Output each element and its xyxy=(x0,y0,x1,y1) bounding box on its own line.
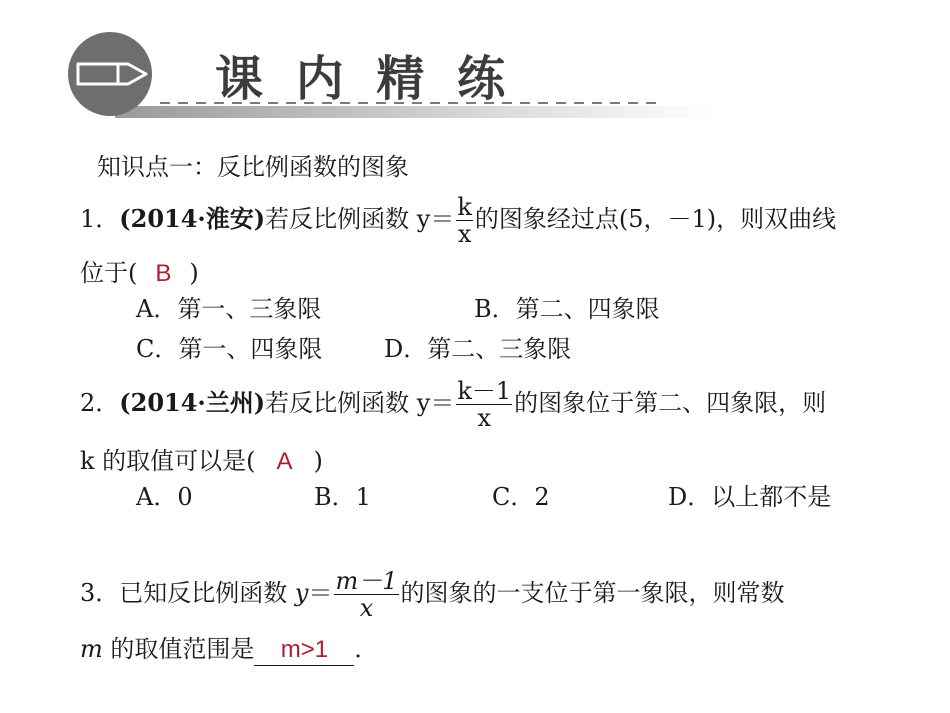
q3-var-y: y xyxy=(294,579,309,607)
q1-text-a: 若反比例函数 y＝ xyxy=(265,205,455,233)
q2-line2: k 的取值可以是( xyxy=(80,447,256,475)
q3-answer: m>1 xyxy=(280,636,329,663)
q3-fraction-denominator: x xyxy=(359,594,374,622)
q1-fraction-numerator: k xyxy=(457,193,472,221)
q2-option-d: D．以上都不是 xyxy=(668,483,832,511)
section-heading: 知识点一：反比例函数的图象 xyxy=(97,153,409,181)
q1-fraction-denominator: x xyxy=(457,220,472,248)
question-2-line-1 xyxy=(80,378,826,431)
q3-text-a: 已知反比例函数 xyxy=(119,579,288,607)
q3-end: ． xyxy=(354,635,379,663)
q1-close: ) xyxy=(189,259,199,287)
q3-answer-blank xyxy=(254,634,354,666)
page-title: 课 内 精 练 xyxy=(215,51,514,107)
q2-answer: A xyxy=(276,448,293,475)
question-3-line-2 xyxy=(80,634,378,666)
q3-var-m: m xyxy=(80,635,103,663)
q3-eq: ＝ xyxy=(308,579,333,607)
q1-number: 1． xyxy=(80,205,120,233)
pencil-icon xyxy=(78,64,146,84)
q3-number: 3． xyxy=(80,579,120,607)
q2-option-b: B．1 xyxy=(314,483,371,511)
q2-option-c: C．2 xyxy=(492,483,550,511)
question-1-line-1 xyxy=(80,194,836,247)
q1-fraction xyxy=(456,194,473,247)
q2-source: (2014·兰州) xyxy=(119,388,266,417)
q1-source: (2014·淮安) xyxy=(119,204,266,233)
q2-fraction-numerator: k－1 xyxy=(457,377,512,405)
q1-line2: 位于( xyxy=(80,259,138,287)
q1-option-d: D．第二、三象限 xyxy=(384,335,572,363)
q3-fraction xyxy=(334,568,398,621)
q2-number: 2． xyxy=(80,389,120,417)
question-1-line-2 xyxy=(80,258,199,289)
q2-fraction-denominator: x xyxy=(477,404,492,432)
q3-text-b: 的图象的一支位于第一象限，则常数 xyxy=(400,579,785,607)
q2-fraction xyxy=(456,378,512,431)
question-2-line-2 xyxy=(80,446,323,477)
q1-option-c: C．第一、四象限 xyxy=(136,335,323,363)
q2-text-b: 的图象位于第二、四象限，则 xyxy=(514,389,827,417)
q2-option-a: A．0 xyxy=(136,483,193,511)
q3-fraction-numerator: m－1 xyxy=(335,567,398,595)
q2-close: ) xyxy=(313,447,323,475)
q3-line2-text: 的取值范围是 xyxy=(102,635,255,663)
question-3-line-1 xyxy=(80,568,785,621)
q2-text-a: 若反比例函数 y＝ xyxy=(265,389,455,417)
q1-option-b: B．第二、四象限 xyxy=(474,295,660,323)
q1-text-b: 的图象经过点(5，－1)，则双曲线 xyxy=(474,205,837,233)
q1-answer: B xyxy=(155,260,172,287)
q1-option-a: A．第一、三象限 xyxy=(136,295,322,323)
